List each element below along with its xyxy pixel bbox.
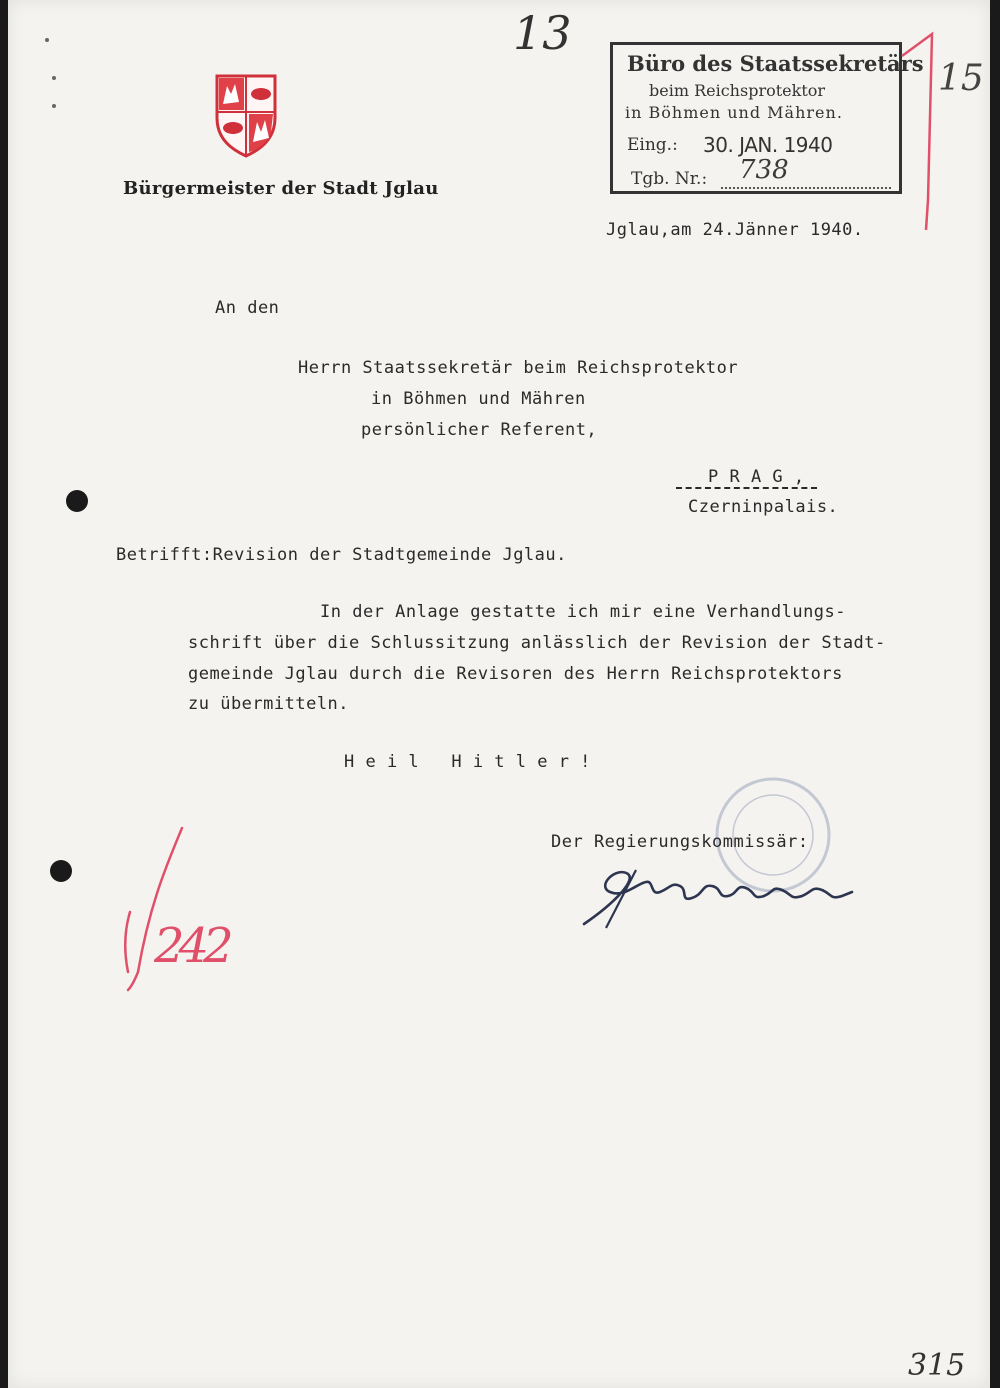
subject-line: Betrifft:Revision der Stadtgemeinde Jglau. [116, 545, 567, 565]
letterhead-department: Bürgermeister der Stadt Jglau [123, 178, 439, 199]
body-line-4: zu übermitteln. [188, 694, 350, 714]
city-coat-of-arms-icon [213, 72, 279, 158]
signatory-title: Der Regierungskommissär: [551, 832, 809, 852]
stamp-journal-label: Tgb. Nr.: [631, 169, 708, 189]
stamp-received-date: 30. JAN. 1940 [703, 133, 833, 157]
address-city: P R A G , [676, 467, 817, 489]
punch-hole-bottom [50, 860, 72, 882]
address-line-3: persönlicher Referent, [361, 420, 598, 440]
stamp-number-line [721, 187, 891, 189]
address-street: Czerninpalais. [688, 497, 839, 517]
document-page [8, 0, 990, 1388]
folio-number-right: 15 [938, 58, 984, 99]
stamp-line-1: Büro des Staatssekretärs [627, 51, 924, 76]
stamp-journal-number: 738 [739, 155, 789, 185]
punch-hole-top [66, 490, 88, 512]
date-line: Jglau,am 24.Jänner 1940. [606, 220, 864, 240]
body-line-1: In der Anlage gestatte ich mir eine Verhandlungs- [320, 602, 847, 622]
stamp-received-label: Eing.: [627, 135, 678, 155]
red-pencil-number: 242 [154, 918, 228, 974]
handwritten-signature [576, 862, 876, 932]
body-line-3: gemeinde Jglau durch die Revisoren des Herrn Reichsprotektors [188, 664, 843, 684]
red-pencil-bracket [898, 30, 938, 235]
address-salutation: An den [215, 298, 280, 318]
stamp-line-3: in Böhmen und Mähren. [625, 103, 843, 122]
closing-greeting: H e i l H i t l e r ! [344, 752, 591, 772]
margin-dot [52, 76, 56, 80]
body-line-2: schrift über die Schlussitzung anlässlich der Revision der Stadt- [188, 633, 886, 653]
address-line-1: Herrn Staatssekretär beim Reichsprotektor [298, 358, 739, 378]
margin-dot [52, 104, 56, 108]
folio-number-bottom: 315 [908, 1348, 966, 1383]
address-line-2: in Böhmen und Mähren [371, 389, 586, 409]
margin-dot [45, 38, 49, 42]
stamp-line-2: beim Reichsprotektor [649, 81, 826, 100]
folio-number-top: 13 [513, 6, 572, 60]
receipt-stamp [610, 42, 924, 194]
